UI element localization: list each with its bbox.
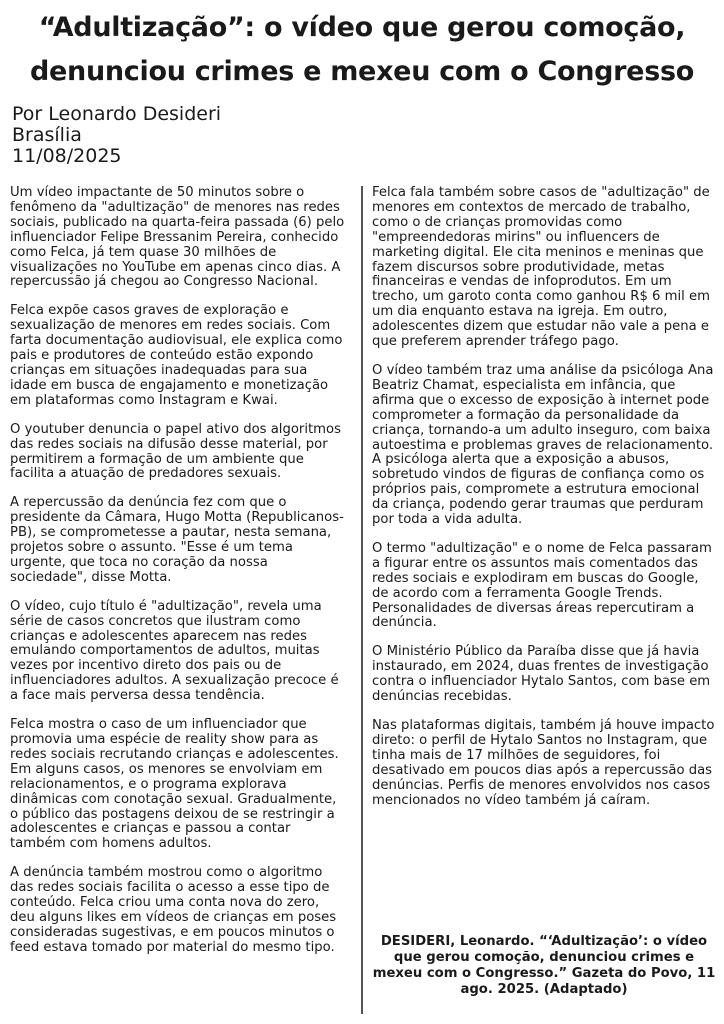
author: Por Leonardo Desideri bbox=[12, 103, 222, 125]
paragraph: A repercussão da denúncia fez com que o presidente da Câmara, Hugo Motta (Republicanos-PB), se comprometesse a pautar, nesta semana, projetos sobre o assunto. "Esse é um tema urgente, que toca no coração da nossa sociedade", disse Motta. bbox=[10, 495, 344, 585]
right-column bbox=[372, 186, 716, 822]
paragraph: Felca fala também sobre casos de "adultização" de menores em contextos de mercado de trabalho, como o de crianças promovidas como "empreendedoras mirins" ou influencers de marketing digital. Ele cita meninos e meninas que fazem discursos sobre produtividade, metas financeiras e vendas de infoprodutos. Em um trecho, um garoto conta como ganhou R$ 6 mil em um dia enquanto estava na igreja. Em outro, adolescentes dizem que estudar não vale a pena e que preferem aprender tráfego pago. bbox=[372, 185, 710, 350]
paragraph: Nas plataformas digitais, também já houve impacto direto: o perfil de Hytalo Santos no Instagram, que tinha mais de 17 milhões de seguidores, foi desativado em poucos dias após a repercussão das denúncias. Perfis de menores envolvidos nos casos mencionados no vídeo também já caíram. bbox=[372, 718, 715, 808]
column-divider bbox=[361, 186, 363, 1014]
paragraph: O vídeo também traz uma análise da psicóloga Ana Beatriz Chamat, especialista em infância, que afirma que o excesso de exposição à internet pode comprometer a formação da personalidade da criança, tornando-a um adulto inseguro, com baixa autoestima e problemas graves de relacionamento. A psicóloga alerta que a exposição a abusos, sobretudo vindos de figuras de confiança como os próprios pais, compromete a estrutura emocional da criança, podendo gerar traumas que perduram por toda a vida adulta. bbox=[372, 362, 714, 528]
left-column bbox=[10, 186, 348, 970]
paragraph: Um vídeo impactante de 50 minutos sobre o fenômeno da "adultização" de menores nas redes sociais, publicado na quarta-feira passada (6) pelo influenciador Felipe Bressanim Pereira, conhecido como Felca, já tem quase 30 milhões de visualizações no YouTube em apenas cinco dias. A repercussão já chegou ao Congresso Nacional. bbox=[10, 185, 345, 290]
paragraph: O youtuber denuncia o papel ativo dos algoritmos das redes sociais na difusão desse material, por permitirem a formação de um ambiente que facilita a atuação de predadores sexuais. bbox=[10, 421, 341, 482]
source-citation: DESIDERI, Leonardo. “‘Adultização’: o vídeo que gerou comoção, denunciou crimes e mexeu com o Congresso.” Gazeta do Povo, 11 ago. 2025. (Adaptado) bbox=[372, 934, 716, 997]
location: Brasília bbox=[12, 124, 82, 146]
paragraph: A denúncia também mostrou como o algoritmo das redes sociais facilita o acesso a esse tipo de conteúdo. Felca criou uma conta nova do zero, deu alguns likes em vídeos de crianças em poses consideradas sugestivas, e em poucos minutos o feed estava tomado por material do mesmo tipo. bbox=[10, 865, 337, 955]
paragraph: Felca expõe casos graves de exploração e sexualização de menores em redes sociais. Com farta documentação audiovisual, ele explica como pais e produtores de conteúdo estão expondo crianças em situações inadequadas para sua idade em busca de engajamento e monetização em plataformas como Instagram e Kwai. bbox=[10, 303, 343, 408]
paragraph: Felca mostra o caso de um influenciador que promovia uma espécie de reality show para as redes sociais recrutando crianças e adolescentes. Em alguns casos, os menores se envolviam em relacionamentos, e o programa explorava dinâmicas com conotação sexual. Gradualmente, o público das postagens deixou de se restringir a adolescentes e crianças e passou a contar também com homens adultos. bbox=[10, 717, 339, 852]
publish-date: 11/08/2025 bbox=[12, 145, 122, 167]
article-title: “Adultização”: o vídeo que gerou comoção, denunciou crimes e mexeu com o Congresso bbox=[29, 12, 694, 87]
byline bbox=[12, 104, 221, 167]
paragraph: O Ministério Público da Paraíba disse que já havia instaurado, em 2024, duas frentes de investigação contra o influenciador Hytalo Santos, com base em denúncias recebidas. bbox=[372, 644, 711, 705]
paragraph: O vídeo, cujo título é "adultização", revela uma série de casos concretos que ilustram como crianças e adolescentes aparecem nas redes emulando comportamentos de adultos, muitas vezes por incentivo direto dos pais ou de influenciadores adultos. A sexualização precoce é a face mais perversa dessa tendência. bbox=[10, 598, 339, 704]
paragraph: O termo "adultização" e o nome de Felca passaram a figurar entre os assuntos mais comentados das redes sociais e explodiram em buscas do Google, de acordo com a ferramenta Google Trends. Personalidades de diversas áreas repercutiram a denúncia. bbox=[372, 540, 712, 631]
